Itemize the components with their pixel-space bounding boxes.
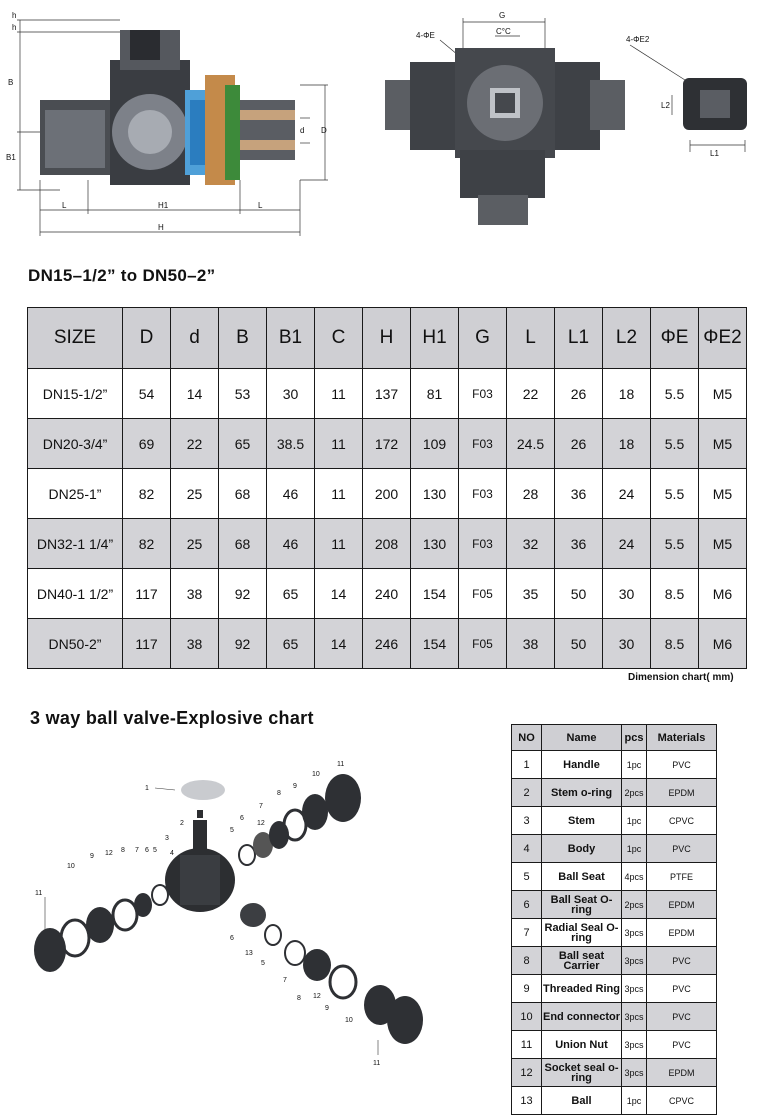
size-cell: DN50-2” bbox=[28, 619, 123, 669]
dimension-value-cell: 246 bbox=[363, 619, 411, 669]
dimension-value-cell: M5 bbox=[699, 369, 747, 419]
dimension-value-cell: F03 bbox=[459, 419, 507, 469]
dimension-header-cell: SIZE bbox=[28, 308, 123, 369]
flange-detail-drawing bbox=[626, 35, 747, 158]
dimension-value-cell: 32 bbox=[507, 519, 555, 569]
parts-header-cell: pcs bbox=[622, 725, 647, 751]
dimension-header-cell: L1 bbox=[555, 308, 603, 369]
dimension-header-cell: G bbox=[459, 308, 507, 369]
parts-table-row bbox=[512, 835, 717, 863]
part-name-cell: Socket seal o-ring bbox=[542, 1059, 622, 1087]
part-pcs-cell: 3pcs bbox=[622, 1031, 647, 1059]
dimension-value-cell: 53 bbox=[219, 369, 267, 419]
dimension-value-cell: 26 bbox=[555, 419, 603, 469]
part-name-cell: Ball Seat bbox=[542, 863, 622, 891]
dimension-value-cell: F05 bbox=[459, 619, 507, 669]
dimension-value-cell: 65 bbox=[267, 569, 315, 619]
part-mat-cell: EPDM bbox=[647, 1059, 717, 1087]
part-mat-cell: PVC bbox=[647, 751, 717, 779]
label-4-E: 4-ΦE bbox=[416, 31, 435, 40]
callout-8: 8 bbox=[277, 790, 281, 797]
dimension-value-cell: 18 bbox=[603, 419, 651, 469]
dimension-table-row bbox=[28, 569, 747, 619]
dimension-value-cell: 50 bbox=[555, 569, 603, 619]
part-no-cell: 10 bbox=[512, 1003, 542, 1031]
dimension-value-cell: 8.5 bbox=[651, 569, 699, 619]
dimension-value-cell: 208 bbox=[363, 519, 411, 569]
part-name-cell: Ball seat Carrier bbox=[542, 947, 622, 975]
dimension-header-cell: D bbox=[123, 308, 171, 369]
part-pcs-cell: 2pcs bbox=[622, 779, 647, 807]
part-pcs-cell: 3pcs bbox=[622, 919, 647, 947]
explosive-chart-title: 3 way ball valve-Explosive chart bbox=[30, 708, 314, 728]
part-no-cell: 3 bbox=[512, 807, 542, 835]
dimension-value-cell: 92 bbox=[219, 569, 267, 619]
callout-3: 3 bbox=[165, 835, 169, 842]
parts-table-row bbox=[512, 1031, 717, 1059]
callout-7-left: 7 bbox=[135, 847, 139, 854]
part-name-cell: Union Nut bbox=[542, 1031, 622, 1059]
callout-12: 12 bbox=[257, 820, 265, 827]
parts-table bbox=[511, 724, 717, 1115]
dimension-value-cell: 22 bbox=[507, 369, 555, 419]
dimension-table-row bbox=[28, 619, 747, 669]
dimension-value-cell: 200 bbox=[363, 469, 411, 519]
dimension-header-cell: d bbox=[171, 308, 219, 369]
dimension-value-cell: 14 bbox=[171, 369, 219, 419]
callout-11-left: 11 bbox=[35, 890, 43, 897]
part-no-cell: 12 bbox=[512, 1059, 542, 1087]
dimension-table-row bbox=[28, 419, 747, 469]
label-4-E2: 4-ΦE2 bbox=[626, 35, 650, 44]
part-pcs-cell: 3pcs bbox=[622, 1003, 647, 1031]
callout-6-left: 6 bbox=[145, 847, 149, 854]
dimension-value-cell: M6 bbox=[699, 569, 747, 619]
callout-5-bottom: 5 bbox=[261, 960, 265, 967]
dimension-value-cell: M5 bbox=[699, 519, 747, 569]
part-no-cell: 5 bbox=[512, 863, 542, 891]
dimension-value-cell: 22 bbox=[171, 419, 219, 469]
callout-7: 7 bbox=[259, 803, 263, 810]
part-no-cell: 13 bbox=[512, 1087, 542, 1115]
part-mat-cell: PTFE bbox=[647, 863, 717, 891]
part-no-cell: 8 bbox=[512, 947, 542, 975]
dimension-value-cell: 36 bbox=[555, 519, 603, 569]
part-mat-cell: EPDM bbox=[647, 891, 717, 919]
parts-table-row bbox=[512, 947, 717, 975]
dimension-value-cell: 5.5 bbox=[651, 469, 699, 519]
label-H1: H1 bbox=[158, 201, 169, 210]
label-C: C°C bbox=[496, 27, 511, 36]
parts-table-row bbox=[512, 1003, 717, 1031]
dimension-section-title: DN15–1/2” to DN50–2” bbox=[28, 266, 216, 285]
callout-8-bottom: 8 bbox=[297, 995, 301, 1002]
label-B: B bbox=[8, 78, 14, 87]
callout-9: 9 bbox=[293, 783, 297, 790]
part-no-cell: 4 bbox=[512, 835, 542, 863]
part-name-cell: Handle bbox=[542, 751, 622, 779]
parts-header-cell: Name bbox=[542, 725, 622, 751]
dimension-table-body bbox=[28, 369, 747, 669]
part-name-cell: Radial Seal O-ring bbox=[542, 919, 622, 947]
callout-4: 4 bbox=[170, 850, 174, 857]
part-no-cell: 7 bbox=[512, 919, 542, 947]
dimension-value-cell: 5.5 bbox=[651, 369, 699, 419]
part-name-cell: Ball bbox=[542, 1087, 622, 1115]
callout-5: 5 bbox=[230, 827, 234, 834]
dimension-value-cell: 18 bbox=[603, 369, 651, 419]
dimension-table-row bbox=[28, 469, 747, 519]
callout-6: 6 bbox=[240, 815, 244, 822]
callout-9-bottom: 9 bbox=[325, 1005, 329, 1012]
part-pcs-cell: 4pcs bbox=[622, 863, 647, 891]
callout-12-left: 12 bbox=[105, 850, 113, 857]
label-D: D bbox=[321, 126, 327, 135]
dimension-value-cell: 82 bbox=[123, 469, 171, 519]
parts-header-cell: Materials bbox=[647, 725, 717, 751]
dimension-table-container bbox=[27, 307, 742, 665]
parts-table-row bbox=[512, 1059, 717, 1087]
parts-header-cell: NO bbox=[512, 725, 542, 751]
callout-7-bottom: 7 bbox=[283, 977, 287, 984]
label-G: G bbox=[499, 11, 506, 20]
dimension-table bbox=[27, 307, 747, 669]
label-d: d bbox=[300, 126, 305, 135]
dimension-value-cell: 54 bbox=[123, 369, 171, 419]
dimension-header-cell: L2 bbox=[603, 308, 651, 369]
part-pcs-cell: 1pc bbox=[622, 835, 647, 863]
dimension-value-cell: 36 bbox=[555, 469, 603, 519]
part-no-cell: 11 bbox=[512, 1031, 542, 1059]
dimension-header-cell: C bbox=[315, 308, 363, 369]
dimension-value-cell: 38 bbox=[507, 619, 555, 669]
dimension-value-cell: 46 bbox=[267, 519, 315, 569]
technical-drawings bbox=[0, 0, 757, 255]
part-name-cell: Body bbox=[542, 835, 622, 863]
dimension-header-cell: H bbox=[363, 308, 411, 369]
callout-10: 10 bbox=[312, 771, 320, 778]
dimension-value-cell: 117 bbox=[123, 619, 171, 669]
parts-table-container bbox=[511, 724, 716, 1107]
dimension-value-cell: 81 bbox=[411, 369, 459, 419]
dimension-header-cell: B bbox=[219, 308, 267, 369]
part-pcs-cell: 2pcs bbox=[622, 891, 647, 919]
callout-11-bottom: 11 bbox=[373, 1060, 381, 1067]
label-L-left: L bbox=[62, 201, 67, 210]
exploded-parts-lower-right bbox=[240, 903, 423, 1044]
dimension-value-cell: 240 bbox=[363, 569, 411, 619]
label-H: H bbox=[158, 223, 164, 232]
top-view-drawing bbox=[385, 11, 625, 225]
dimension-value-cell: F03 bbox=[459, 469, 507, 519]
callout-6-bottom: 6 bbox=[230, 935, 234, 942]
size-cell: DN20-3/4” bbox=[28, 419, 123, 469]
dimension-value-cell: 172 bbox=[363, 419, 411, 469]
dimension-value-cell: 38 bbox=[171, 619, 219, 669]
dimension-header-cell: L bbox=[507, 308, 555, 369]
part-mat-cell: EPDM bbox=[647, 919, 717, 947]
part-pcs-cell: 1pc bbox=[622, 751, 647, 779]
dimension-header-cell: ΦE bbox=[651, 308, 699, 369]
dimension-value-cell: 130 bbox=[411, 519, 459, 569]
callout-12-bottom: 12 bbox=[313, 993, 321, 1000]
dimension-value-cell: 11 bbox=[315, 519, 363, 569]
dimension-value-cell: 5.5 bbox=[651, 419, 699, 469]
dimension-value-cell: 117 bbox=[123, 569, 171, 619]
dimension-value-cell: 30 bbox=[603, 619, 651, 669]
callout-2: 2 bbox=[180, 820, 184, 827]
dimension-value-cell: 82 bbox=[123, 519, 171, 569]
part-no-cell: 2 bbox=[512, 779, 542, 807]
dimension-value-cell: 11 bbox=[315, 469, 363, 519]
section-view-drawing bbox=[6, 11, 328, 236]
part-pcs-cell: 3pcs bbox=[622, 947, 647, 975]
part-pcs-cell: 1pc bbox=[622, 1087, 647, 1115]
dimension-value-cell: 25 bbox=[171, 469, 219, 519]
size-cell: DN40-1 1/2” bbox=[28, 569, 123, 619]
dimension-value-cell: 24 bbox=[603, 519, 651, 569]
callout-1: 1 bbox=[145, 785, 149, 792]
dimension-value-cell: 28 bbox=[507, 469, 555, 519]
dimension-value-cell: F03 bbox=[459, 369, 507, 419]
callout-9-left: 9 bbox=[90, 853, 94, 860]
dimension-value-cell: F05 bbox=[459, 569, 507, 619]
size-cell: DN25-1” bbox=[28, 469, 123, 519]
dimension-value-cell: 30 bbox=[267, 369, 315, 419]
part-pcs-cell: 3pcs bbox=[622, 975, 647, 1003]
part-mat-cell: PVC bbox=[647, 1003, 717, 1031]
part-mat-cell: PVC bbox=[647, 975, 717, 1003]
part-mat-cell: PVC bbox=[647, 835, 717, 863]
callout-5-left: 5 bbox=[153, 847, 157, 854]
callout-13: 13 bbox=[245, 950, 253, 957]
dimension-value-cell: 24.5 bbox=[507, 419, 555, 469]
dimension-value-cell: 50 bbox=[555, 619, 603, 669]
part-no-cell: 1 bbox=[512, 751, 542, 779]
part-no-cell: 9 bbox=[512, 975, 542, 1003]
parts-table-row bbox=[512, 807, 717, 835]
parts-table-row bbox=[512, 919, 717, 947]
dimension-value-cell: 68 bbox=[219, 469, 267, 519]
dimension-value-cell: 69 bbox=[123, 419, 171, 469]
dimension-header-cell: ΦE2 bbox=[699, 308, 747, 369]
dimension-value-cell: F03 bbox=[459, 519, 507, 569]
dimension-value-cell: 38 bbox=[171, 569, 219, 619]
dimension-value-cell: 14 bbox=[315, 619, 363, 669]
dimension-value-cell: 65 bbox=[219, 419, 267, 469]
dimension-value-cell: 24 bbox=[603, 469, 651, 519]
part-mat-cell: PVC bbox=[647, 947, 717, 975]
dimension-value-cell: M5 bbox=[699, 469, 747, 519]
part-name-cell: End connector bbox=[542, 1003, 622, 1031]
dimension-value-cell: 109 bbox=[411, 419, 459, 469]
dimension-value-cell: 26 bbox=[555, 369, 603, 419]
valve-body-part bbox=[165, 780, 235, 912]
size-cell: DN15-1/2” bbox=[28, 369, 123, 419]
dimension-value-cell: M5 bbox=[699, 419, 747, 469]
exploded-parts-left bbox=[34, 885, 168, 972]
parts-table-body bbox=[512, 751, 717, 1115]
callout-8-left: 8 bbox=[121, 847, 125, 854]
dimension-value-cell: 137 bbox=[363, 369, 411, 419]
label-h-top: h bbox=[12, 11, 17, 20]
part-mat-cell: CPVC bbox=[647, 1087, 717, 1115]
part-mat-cell: EPDM bbox=[647, 779, 717, 807]
dimension-value-cell: 154 bbox=[411, 619, 459, 669]
part-pcs-cell: 3pcs bbox=[622, 1059, 647, 1087]
callout-10-bottom: 10 bbox=[345, 1017, 353, 1024]
part-pcs-cell: 1pc bbox=[622, 807, 647, 835]
dimension-chart-caption: Dimension chart( mm) bbox=[628, 672, 734, 683]
parts-table-row bbox=[512, 1087, 717, 1115]
parts-table-row bbox=[512, 891, 717, 919]
dimension-value-cell: 14 bbox=[315, 569, 363, 619]
part-no-cell: 6 bbox=[512, 891, 542, 919]
parts-table-header-row bbox=[512, 725, 717, 751]
part-name-cell: Ball Seat O-ring bbox=[542, 891, 622, 919]
label-L1: L1 bbox=[710, 149, 719, 158]
dimension-value-cell: 30 bbox=[603, 569, 651, 619]
size-cell: DN32-1 1/4” bbox=[28, 519, 123, 569]
dimension-value-cell: 68 bbox=[219, 519, 267, 569]
dimension-value-cell: 38.5 bbox=[267, 419, 315, 469]
part-name-cell: Stem bbox=[542, 807, 622, 835]
part-mat-cell: CPVC bbox=[647, 807, 717, 835]
callout-10-left: 10 bbox=[67, 863, 75, 870]
label-h: h bbox=[12, 23, 17, 32]
exploded-view-drawing bbox=[25, 760, 485, 1090]
dimension-header-cell: H1 bbox=[411, 308, 459, 369]
dimension-value-cell: 11 bbox=[315, 419, 363, 469]
part-name-cell: Threaded Ring bbox=[542, 975, 622, 1003]
dimension-value-cell: 154 bbox=[411, 569, 459, 619]
dimension-table-header-row bbox=[28, 308, 747, 369]
dimension-value-cell: 25 bbox=[171, 519, 219, 569]
label-L2: L2 bbox=[661, 101, 670, 110]
parts-table-row bbox=[512, 779, 717, 807]
dimension-value-cell: M6 bbox=[699, 619, 747, 669]
dimension-value-cell: 8.5 bbox=[651, 619, 699, 669]
parts-table-row bbox=[512, 863, 717, 891]
dimension-value-cell: 11 bbox=[315, 369, 363, 419]
dimension-value-cell: 130 bbox=[411, 469, 459, 519]
dimension-value-cell: 46 bbox=[267, 469, 315, 519]
parts-table-row bbox=[512, 975, 717, 1003]
part-name-cell: Stem o-ring bbox=[542, 779, 622, 807]
label-L-right: L bbox=[258, 201, 263, 210]
dimension-table-row bbox=[28, 369, 747, 419]
dimension-value-cell: 65 bbox=[267, 619, 315, 669]
dimension-value-cell: 5.5 bbox=[651, 519, 699, 569]
dimension-header-cell: B1 bbox=[267, 308, 315, 369]
parts-table-row bbox=[512, 751, 717, 779]
part-mat-cell: PVC bbox=[647, 1031, 717, 1059]
dimension-table-row bbox=[28, 519, 747, 569]
dimension-value-cell: 35 bbox=[507, 569, 555, 619]
callout-11: 11 bbox=[337, 761, 345, 768]
label-B1: B1 bbox=[6, 153, 16, 162]
dimension-value-cell: 92 bbox=[219, 619, 267, 669]
